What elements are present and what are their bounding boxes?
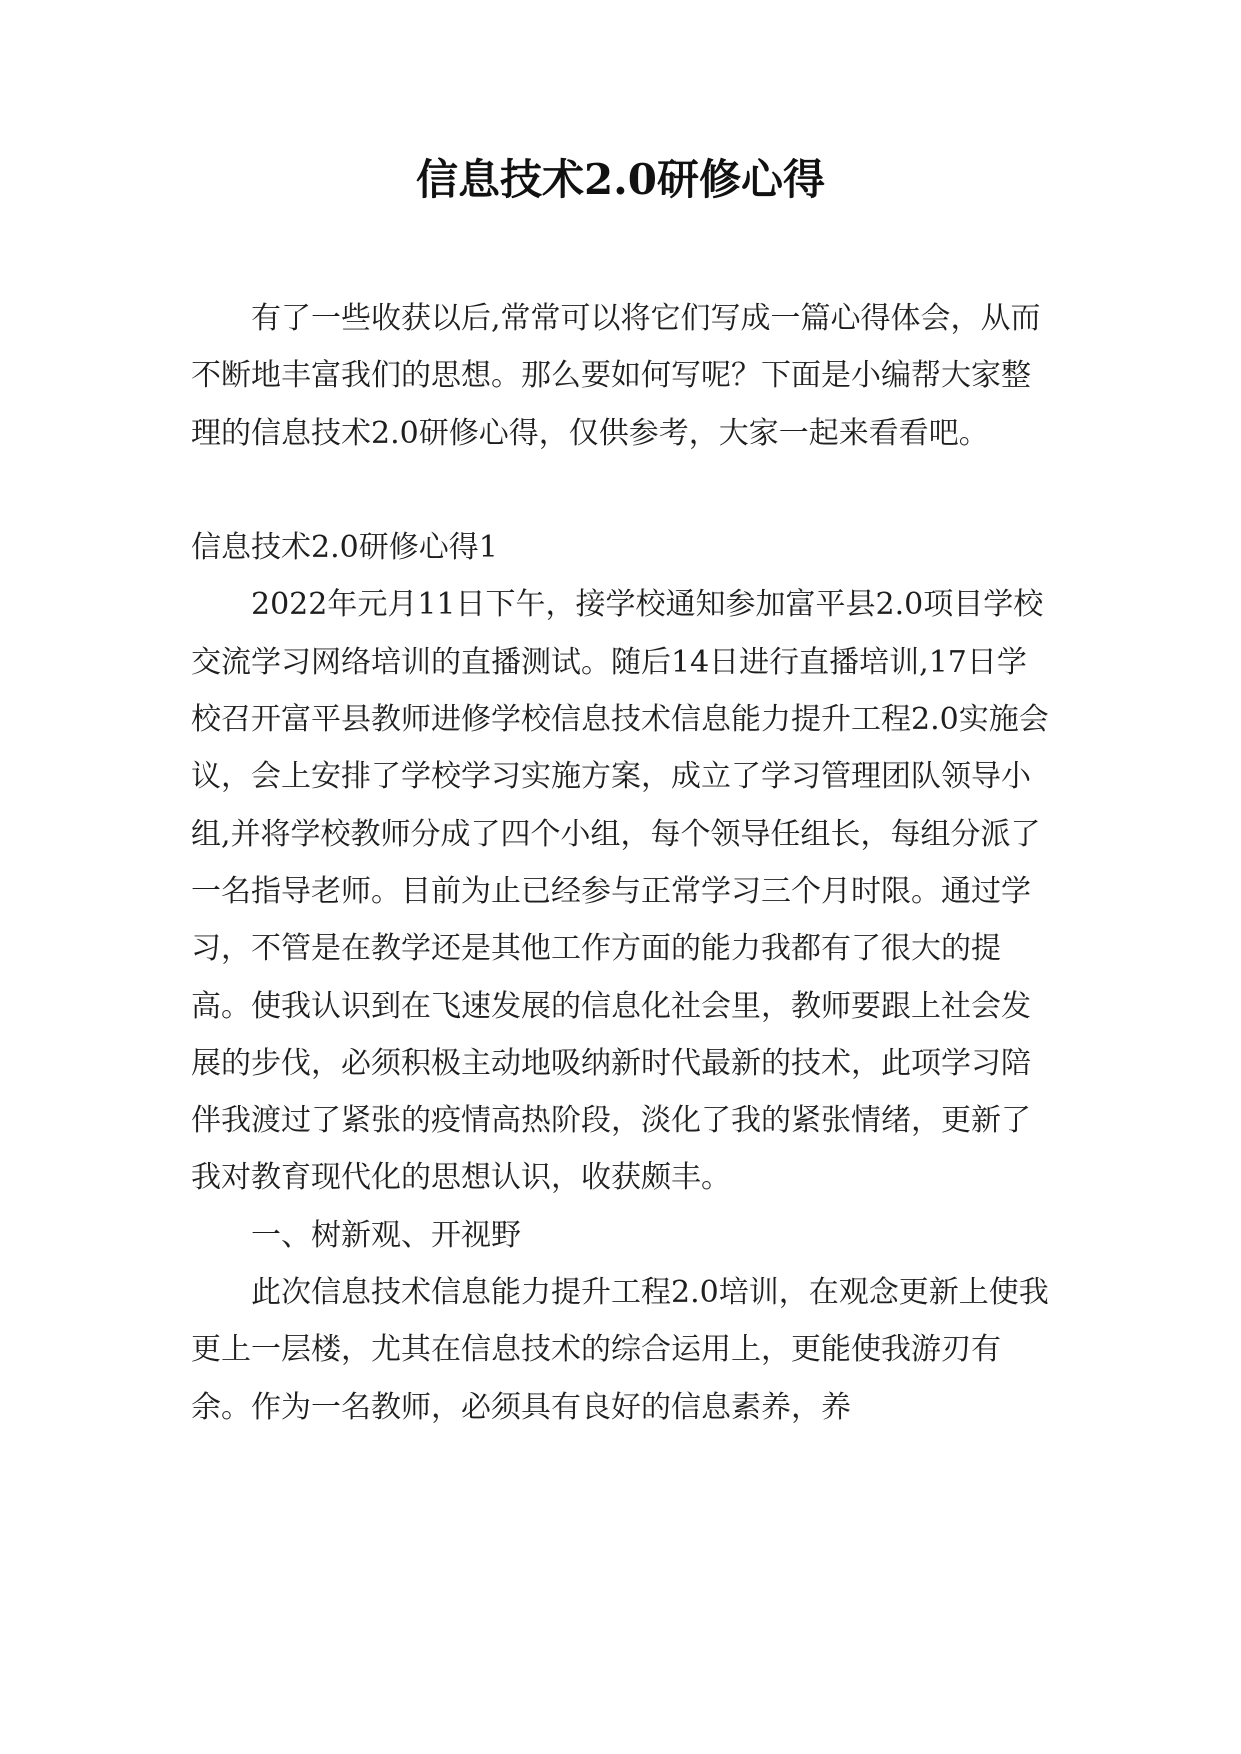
body-paragraph-1: 2022年元月11日下午，接学校通知参加富平县2.0项目学校交流学习网络培训的直播测试。随后14日进行直播培训,17日学校召开富平县教师进修学校信息技术信息能力提升工程2.0实施会议，会上安排了学校学习实施方案，成立了学习管理团队领导小组,并将学校教师分成了四个小组，每个领导任组长，每组分派了一名指导老师。目前为止已经参与正常学习三个月时限。通过学习，不管是在教学还是其他工作方面的能力我都有了很大的提高。使我认识到在飞速发展的信息化社会里，教师要跟上社会发展的步伐，必须积极主动地吸纳新时代最新的技术，此项学习陪伴我渡过了紧张的疫情高热阶段，淡化了我的紧张情绪，更新了我对教育现代化的思想认识，收获颇丰。	[191, 587, 1049, 1196]
intro-paragraph: 有了一些收获以后,常常可以将它们写成一篇心得体会，从而不断地丰富我们的思想。那么要如何写呢？下面是小编帮大家整理的信息技术2.0研修心得，仅供参考，大家一起来看看吧。	[191, 301, 1041, 451]
paragraph-spacer	[191, 462, 1051, 519]
document-title: 信息技术2.0研修心得	[415, 155, 826, 204]
document-body	[191, 290, 1051, 1436]
body-paragraph-2: 此次信息技术信息能力提升工程2.0培训，在观念更新上使我更上一层楼，尤其在信息技术的综合运用上，更能使我游刃有余。作为一名教师，必须具有良好的信息素养，养	[191, 1275, 1049, 1425]
section-heading: 信息技术2.0研修心得1	[191, 530, 498, 566]
subheading-1: 一、树新观、开视野	[251, 1217, 521, 1253]
